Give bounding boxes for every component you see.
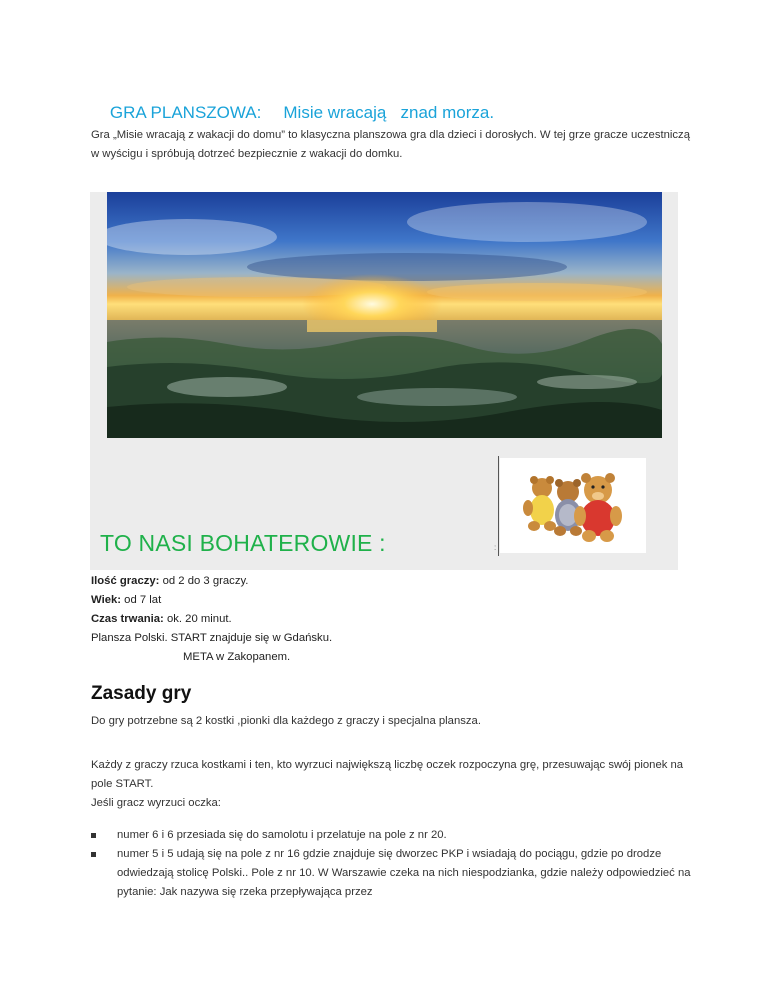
rules-paragraph-1: Do gry potrzebne są 2 kostki ,pionki dla każdego z graczy i specjalna plansza. <box>91 715 481 727</box>
list-item <box>91 845 691 902</box>
list-item-text: numer 6 i 6 przesiada się do samolotu i przelatuje na pole z nr 20. <box>117 829 447 841</box>
intro-paragraph: Gra „Misie wracają z wakacji do domu” to klasyczna planszowa gra dla dzieci i dorosłych. W tej grze gracze uczestniczą w wyścigu i spróbują dotrzeć bezpiecznie z wakacji do domku. <box>91 129 690 160</box>
list-item <box>91 826 691 845</box>
players-value: od 2 do 3 graczy. <box>159 575 249 587</box>
board-row: Plansza Polski. START znajduje się w Gdańsku. <box>91 632 333 644</box>
age-label: Wiek: <box>91 594 122 606</box>
teddy-bears-illustration <box>500 458 646 553</box>
sunset-svg <box>107 192 662 438</box>
list-item-text: numer 5 i 5 udają się na pole z nr 16 gdzie znajduje się dworzec PKP i wsiadają do pociągu, gdzie po drodze odwiedzają stolicę Polski.. Pole z nr 10. W Warszawie czeka na nich niespodzianka, gdzie należy odpowiedzieć na pytanie: Jak nazywa się rzeka przepływająca przez <box>117 848 691 898</box>
rules-list <box>91 826 691 902</box>
age-row <box>91 591 332 610</box>
time-row <box>91 610 332 629</box>
bullet-square-icon <box>91 833 96 838</box>
players-row <box>91 572 332 591</box>
age-value: od 7 lat <box>121 594 162 606</box>
seaside-sunset-photo <box>107 192 662 438</box>
players-label: Ilość graczy: <box>91 575 160 587</box>
heroes-heading: TO NASI BOHATEROWIE : <box>100 530 386 556</box>
rules-paragraph-2 <box>91 756 691 813</box>
rules-heading: Zasady gry <box>91 683 192 704</box>
time-label: Czas trwania: <box>91 613 164 625</box>
game-info <box>91 572 332 667</box>
divider-line <box>498 456 499 556</box>
rules-paragraph-2-line-2: Jeśli gracz wyrzuci oczka: <box>91 797 221 809</box>
title-right: Misie wracają znad morza. <box>283 103 495 122</box>
title-left: GRA PLANSZOWA: <box>109 103 262 122</box>
time-value: ok. 20 minut. <box>163 613 232 625</box>
finish-row: META w Zakopanem. <box>183 651 291 663</box>
bullet-square-icon <box>91 852 96 857</box>
bears-svg <box>500 458 646 553</box>
small-mark: : <box>494 543 497 552</box>
rules-paragraph-2-line-1: Każdy z graczy rzuca kostkami i ten, kto wyrzuci największą liczbę oczek rozpoczyna grę, przesuwając swój pionek na pole START. <box>91 759 684 790</box>
